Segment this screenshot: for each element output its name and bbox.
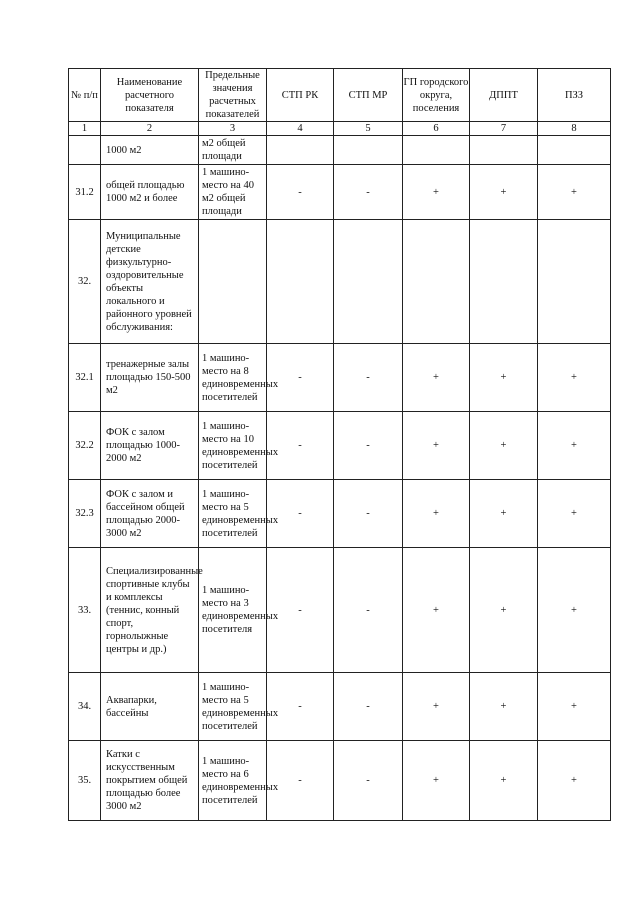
applicability-mark: + — [403, 480, 470, 548]
column-number: 7 — [470, 122, 538, 136]
indicator-name: Катки с искусственным покрытием общей площадью более 3000 м2 — [101, 741, 199, 821]
applicability-mark: + — [470, 165, 538, 220]
norms-table — [68, 68, 611, 821]
indicator-value: 1 машино-место на 5 единовременных посетителей — [199, 480, 267, 548]
applicability-mark: + — [538, 548, 611, 673]
indicator-value — [199, 220, 267, 344]
table-row — [69, 136, 611, 165]
applicability-mark: + — [403, 165, 470, 220]
applicability-mark — [538, 136, 611, 165]
indicator-name: ФОК с залом площадью 1000-2000 м2 — [101, 412, 199, 480]
header-value: Предельные значения расчетных показателей — [199, 69, 267, 122]
table-row — [69, 220, 611, 344]
column-number-row — [69, 122, 611, 136]
table-row — [69, 741, 611, 821]
indicator-name: 1000 м2 — [101, 136, 199, 165]
applicability-mark: + — [470, 344, 538, 412]
applicability-mark: - — [267, 741, 334, 821]
applicability-mark: + — [538, 165, 611, 220]
indicator-value: 1 машино-место на 10 единовременных посетителей — [199, 412, 267, 480]
table-row — [69, 412, 611, 480]
header-row — [69, 69, 611, 122]
applicability-mark: - — [267, 412, 334, 480]
applicability-mark: + — [538, 412, 611, 480]
row-number: 32.3 — [69, 480, 101, 548]
indicator-value: м2 общей площади — [199, 136, 267, 165]
applicability-mark: - — [267, 548, 334, 673]
applicability-mark — [538, 220, 611, 344]
header-dppt: ДППТ — [470, 69, 538, 122]
indicator-value: 1 машино-место на 40 м2 общей площади — [199, 165, 267, 220]
applicability-mark — [267, 220, 334, 344]
applicability-mark — [334, 136, 403, 165]
applicability-mark: + — [403, 741, 470, 821]
column-number: 2 — [101, 122, 199, 136]
applicability-mark: + — [470, 741, 538, 821]
indicator-value: 1 машино-место на 5 единовременных посетителей — [199, 673, 267, 741]
applicability-mark: + — [538, 344, 611, 412]
row-number: 32.2 — [69, 412, 101, 480]
indicator-value: 1 машино-место на 8 единовременных посетителей — [199, 344, 267, 412]
indicator-value: 1 машино-место на 6 единовременных посетителей — [199, 741, 267, 821]
applicability-mark — [403, 136, 470, 165]
applicability-mark: - — [267, 673, 334, 741]
applicability-mark: + — [538, 673, 611, 741]
indicator-name: общей площадью 1000 м2 и более — [101, 165, 199, 220]
row-number: 33. — [69, 548, 101, 673]
column-number: 6 — [403, 122, 470, 136]
header-name: Наименование расчетного показателя — [101, 69, 199, 122]
applicability-mark — [334, 220, 403, 344]
applicability-mark: + — [470, 673, 538, 741]
applicability-mark: - — [334, 480, 403, 548]
applicability-mark: + — [403, 548, 470, 673]
applicability-mark: + — [470, 412, 538, 480]
applicability-mark — [267, 136, 334, 165]
applicability-mark: + — [403, 412, 470, 480]
column-number: 1 — [69, 122, 101, 136]
table-row — [69, 548, 611, 673]
applicability-mark: - — [267, 480, 334, 548]
table-row — [69, 165, 611, 220]
header-stp-rk: СТП РК — [267, 69, 334, 122]
applicability-mark: - — [334, 548, 403, 673]
row-number: 32. — [69, 220, 101, 344]
indicator-value: 1 машино-место на 3 единовременных посетителя — [199, 548, 267, 673]
column-number: 3 — [199, 122, 267, 136]
table-row — [69, 480, 611, 548]
table-row — [69, 344, 611, 412]
applicability-mark: - — [334, 741, 403, 821]
applicability-mark: + — [403, 673, 470, 741]
applicability-mark: - — [267, 165, 334, 220]
applicability-mark — [470, 220, 538, 344]
applicability-mark: + — [470, 548, 538, 673]
applicability-mark: - — [334, 412, 403, 480]
header-gp: ГП городского округа, поселения — [403, 69, 470, 122]
applicability-mark: + — [538, 480, 611, 548]
indicator-name: ФОК с залом и бассейном общей площадью 2000-3000 м2 — [101, 480, 199, 548]
row-number: 31.2 — [69, 165, 101, 220]
applicability-mark: + — [470, 480, 538, 548]
applicability-mark: - — [334, 165, 403, 220]
table-row — [69, 673, 611, 741]
indicator-name: Специализированные спортивные клубы и комплексы (теннис, конный спорт, горнолыжные центры и др.) — [101, 548, 199, 673]
indicator-name: Муниципальные детские физкультурно-оздоровительные объекты локального и районного уровней обслуживания: — [101, 220, 199, 344]
header-pzz: ПЗЗ — [538, 69, 611, 122]
indicator-name: Аквапарки, бассейны — [101, 673, 199, 741]
row-number: 32.1 — [69, 344, 101, 412]
column-number: 8 — [538, 122, 611, 136]
header-stp-mr: СТП МР — [334, 69, 403, 122]
column-number: 4 — [267, 122, 334, 136]
applicability-mark: + — [403, 344, 470, 412]
row-number — [69, 136, 101, 165]
column-number: 5 — [334, 122, 403, 136]
row-number: 35. — [69, 741, 101, 821]
applicability-mark: - — [334, 673, 403, 741]
applicability-mark — [470, 136, 538, 165]
row-number: 34. — [69, 673, 101, 741]
applicability-mark — [403, 220, 470, 344]
applicability-mark: + — [538, 741, 611, 821]
header-num: № п/п — [69, 69, 101, 122]
indicator-name: тренажерные залы площадью 150-500 м2 — [101, 344, 199, 412]
applicability-mark: - — [267, 344, 334, 412]
applicability-mark: - — [334, 344, 403, 412]
